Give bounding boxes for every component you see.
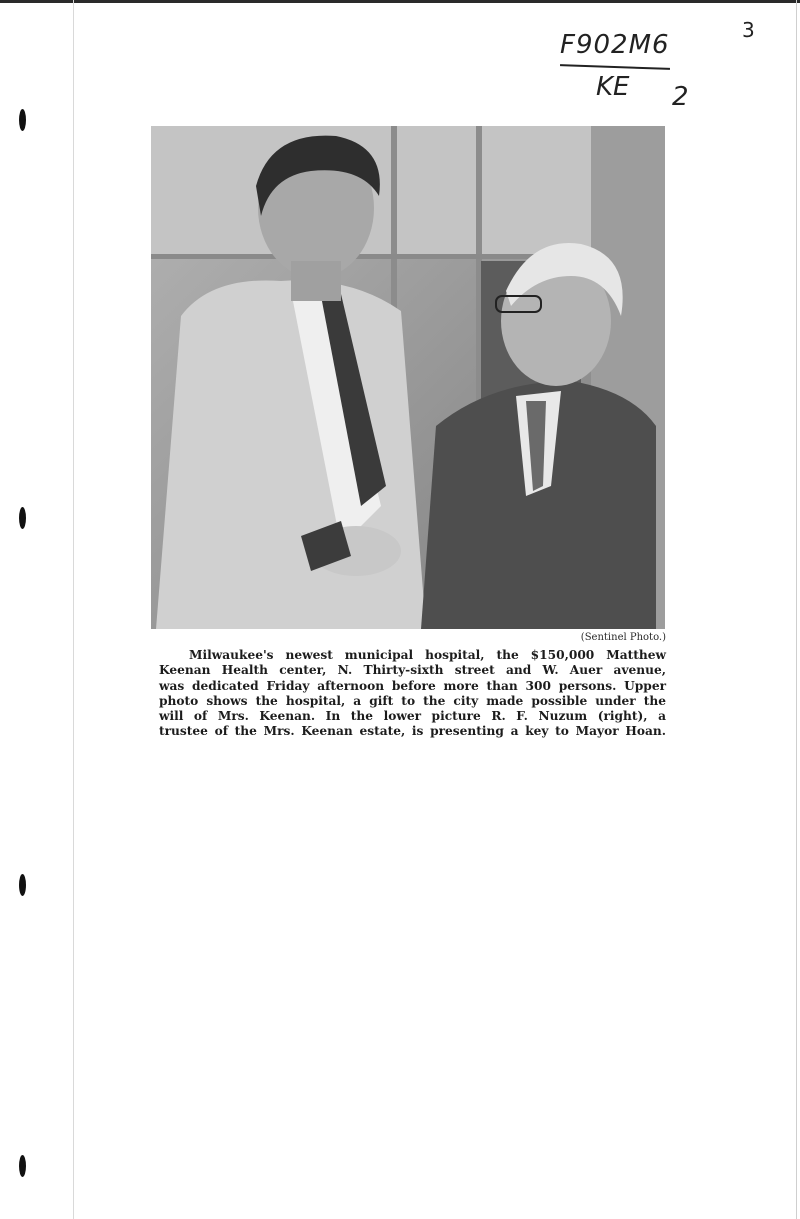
left-margin-line [73, 0, 74, 1219]
caption-line: Milwaukee's newest municipal hospital, the $150,000 Matthew [189, 648, 666, 662]
catalog-subcode: KE [596, 72, 630, 102]
photo-caption [159, 648, 666, 740]
binder-hole-2 [19, 507, 26, 529]
top-border-rule [0, 0, 800, 3]
binder-hole-1 [19, 109, 26, 131]
caption-line: will of Mrs. Keenan. In the lower picture R. F. Nuzum (right), a [159, 709, 666, 724]
binder-hole-4 [19, 1155, 26, 1177]
photo-credit: (Sentinel Photo.) [580, 632, 666, 643]
caption-line: trustee of the Mrs. Keenan estate, is presenting a key to Mayor Hoan. [159, 724, 666, 739]
right-edge-line [796, 0, 797, 1219]
news-photo [151, 126, 665, 629]
caption-line: was dedicated Friday afternoon before more than 300 persons. Upper [159, 678, 666, 693]
caption-line: photo shows the hospital, a gift to the city made possible under the [159, 693, 666, 708]
photo-illustration [151, 126, 665, 629]
catalog-code-underline [560, 64, 670, 70]
page-number: 3 [742, 18, 755, 42]
catalog-code: F902M6 [560, 30, 670, 60]
catalog-sequence: 2 [672, 82, 689, 112]
binder-hole-3 [19, 874, 26, 896]
caption-line: Keenan Health center, N. Thirty-sixth street and W. Auer avenue, [159, 663, 666, 678]
